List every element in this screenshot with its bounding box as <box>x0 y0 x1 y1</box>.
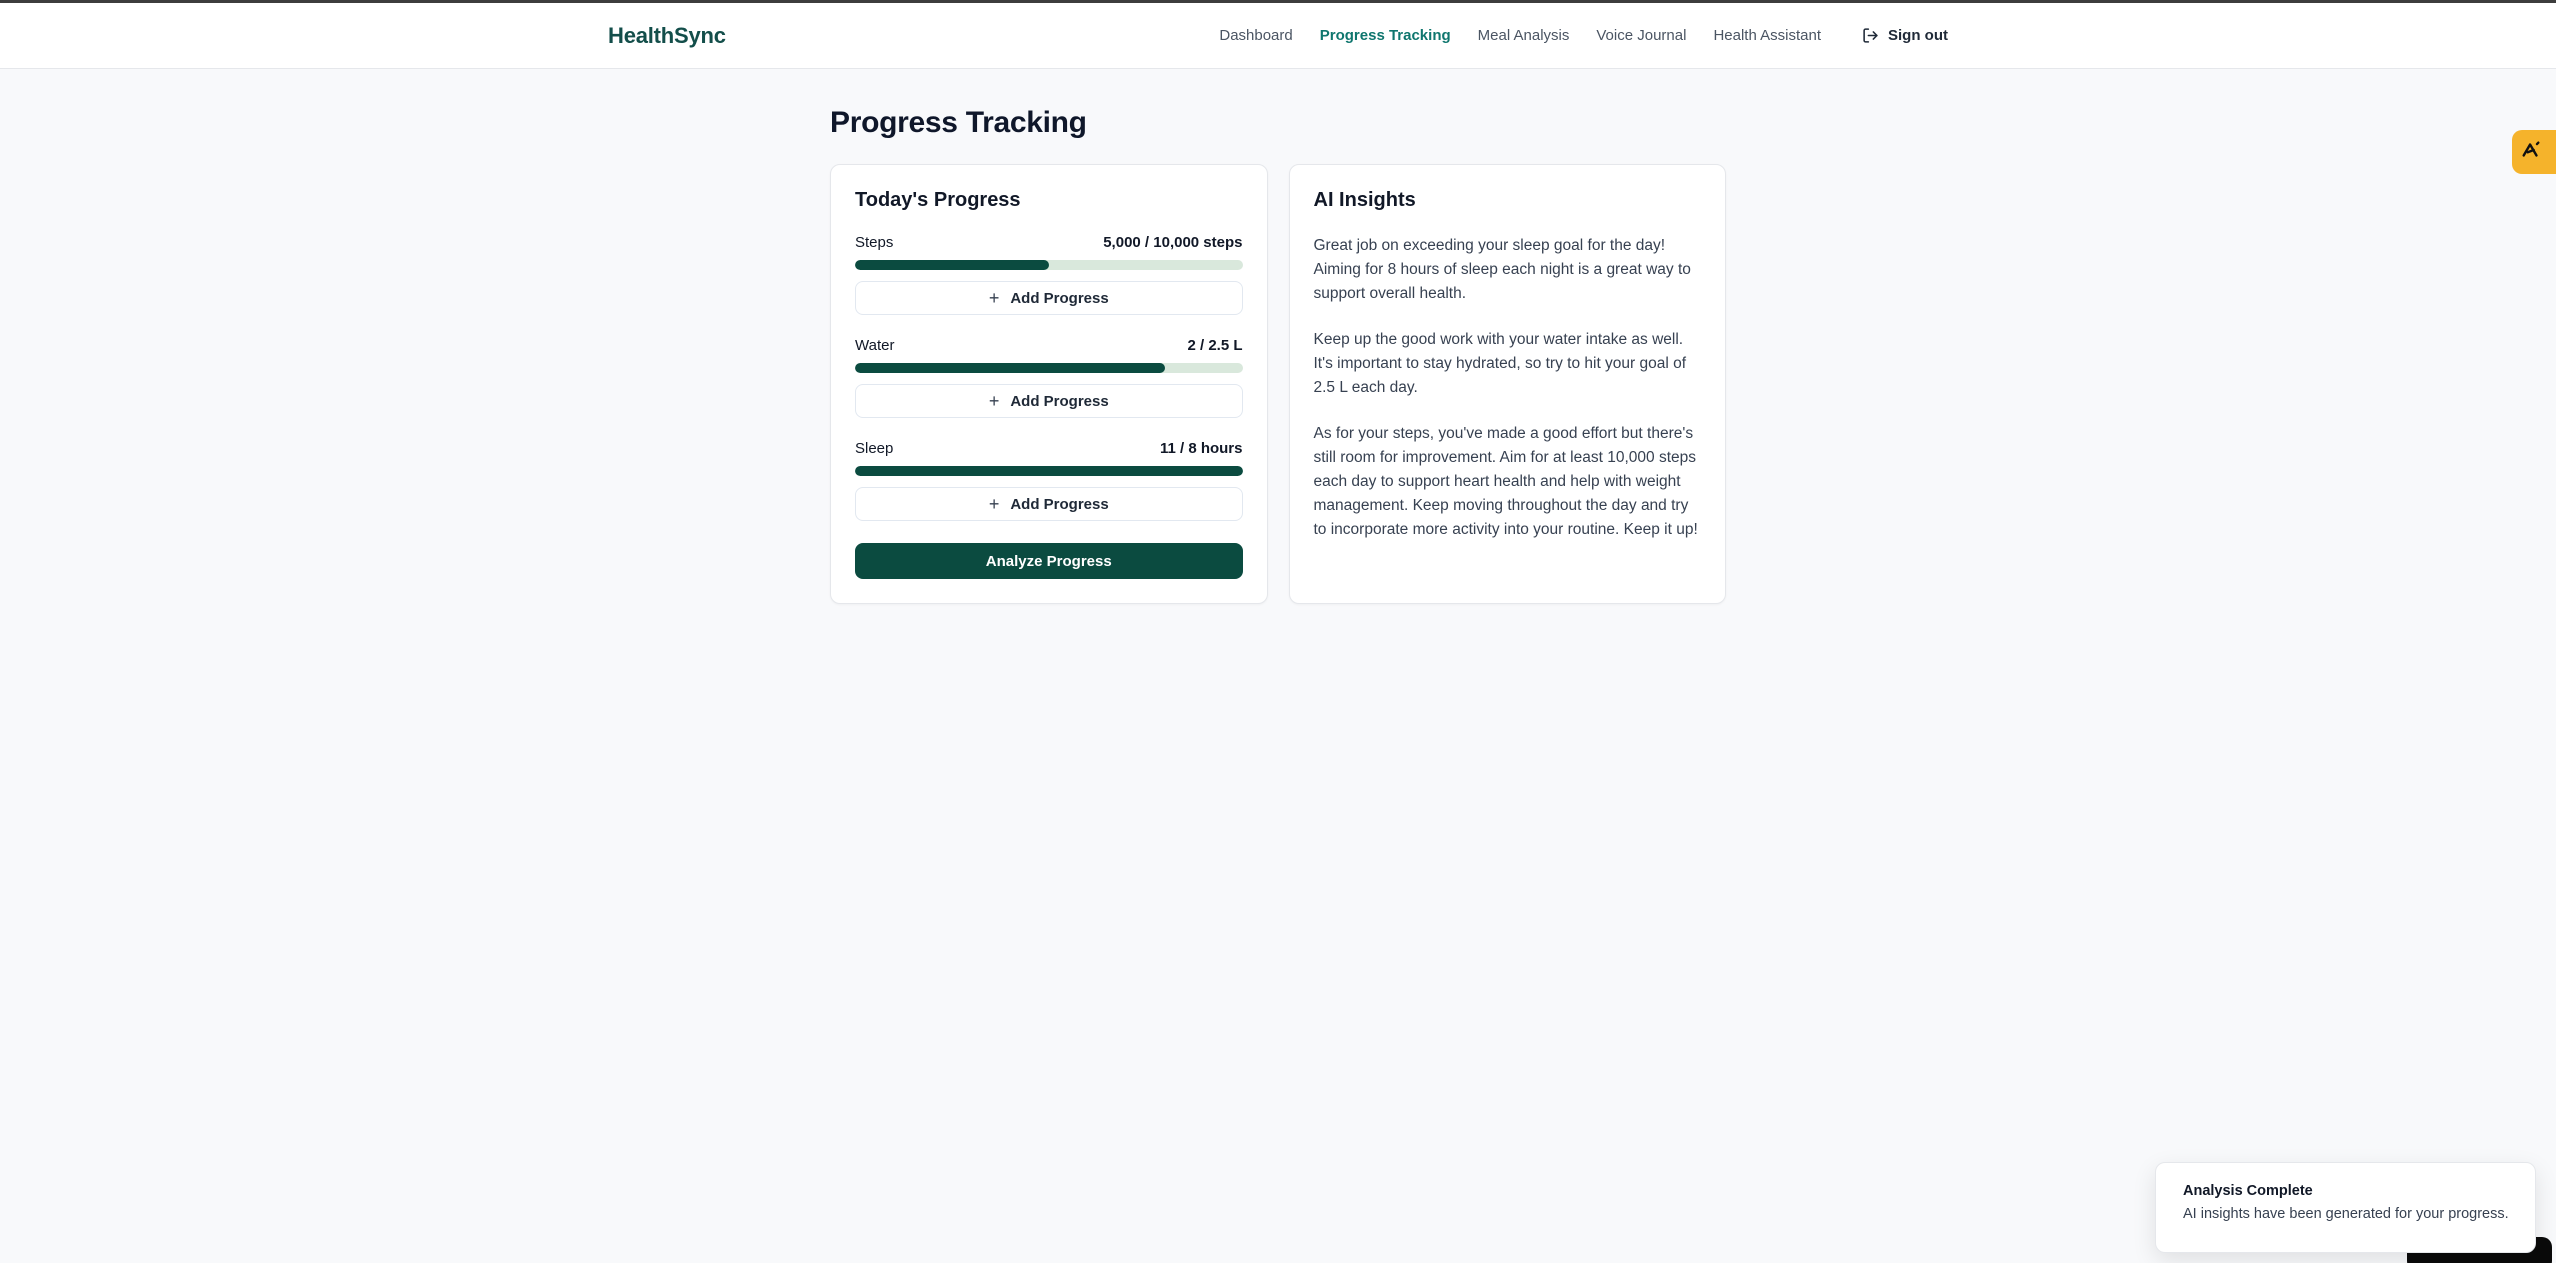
ai-insights-card <box>1289 164 1727 604</box>
add-progress-label: Add Progress <box>1010 289 1109 307</box>
browser-loading-strip <box>0 0 2556 3</box>
sleep-label: Sleep <box>855 440 894 457</box>
nav-item-progress-tracking[interactable]: Progress Tracking <box>1319 27 1451 44</box>
add-progress-label: Add Progress <box>1010 495 1109 513</box>
steps-add-progress-button[interactable] <box>855 281 1243 315</box>
insight-paragraph-water: Keep up the good work with your water intake as well. It's important to stay hydrated, so try to hit your goal of 2.5 L each day. <box>1313 331 1687 396</box>
feedback-widget-button[interactable] <box>2512 130 2556 174</box>
nav-item-health-assistant[interactable]: Health Assistant <box>1713 27 1821 44</box>
sleep-add-progress-button[interactable] <box>855 487 1243 521</box>
analyze-progress-label: Analyze Progress <box>985 552 1112 570</box>
insight-paragraph-steps: As for your steps, you've made a good effort but there's still room for improvement. Aim for at least 10,000 steps each day to support heart health and help with weight management. Keep moving throughout the day and try to incorporate more activity into your routine. Keep it up! <box>1313 425 1698 538</box>
plus-icon: + <box>988 390 1000 411</box>
metric-steps <box>855 234 1243 315</box>
steps-label: Steps <box>855 234 894 251</box>
sign-out-button[interactable] <box>1862 27 1948 44</box>
water-add-progress-button[interactable] <box>855 384 1243 418</box>
page-title: Progress Tracking <box>830 106 1087 139</box>
metric-water <box>855 337 1243 418</box>
ai-insights-title: AI Insights <box>1313 189 1416 211</box>
todays-progress-title: Today's Progress <box>855 189 1021 211</box>
main-nav <box>1219 27 1948 44</box>
brand-logo[interactable]: HealthSync <box>608 22 726 48</box>
sleep-progress-bar <box>855 466 1243 476</box>
metric-sleep <box>855 440 1243 521</box>
todays-progress-card <box>830 164 1268 604</box>
brand-a-icon <box>2520 139 2542 166</box>
toast-title: Analysis Complete <box>2183 1183 2313 1199</box>
toast-description: AI insights have been generated for your progress. <box>2183 1206 2509 1222</box>
analyze-progress-button[interactable] <box>855 543 1243 579</box>
app-header <box>0 3 2556 69</box>
insight-paragraph-sleep: Great job on exceeding your sleep goal for the day! Aiming for 8 hours of sleep each night is a great way to support overall health. <box>1313 237 1691 302</box>
water-progress-fill <box>855 363 1165 373</box>
water-value: 2 / 2.5 L <box>1187 337 1243 354</box>
water-label: Water <box>855 337 895 354</box>
toast-notification[interactable] <box>2155 1162 2536 1253</box>
logout-icon <box>1862 27 1879 44</box>
plus-icon: + <box>988 287 1000 308</box>
steps-value: 5,000 / 10,000 steps <box>1103 234 1243 251</box>
add-progress-label: Add Progress <box>1010 392 1109 410</box>
steps-progress-fill <box>855 260 1049 270</box>
sign-out-label: Sign out <box>1888 27 1948 44</box>
nav-item-voice-journal[interactable]: Voice Journal <box>1596 27 1687 44</box>
nav-item-dashboard[interactable]: Dashboard <box>1219 27 1293 44</box>
sleep-value: 11 / 8 hours <box>1159 440 1243 457</box>
plus-icon: + <box>988 493 1000 514</box>
water-progress-bar <box>855 363 1243 373</box>
sleep-progress-fill <box>855 466 1243 476</box>
main-content <box>0 69 2556 604</box>
steps-progress-bar <box>855 260 1243 270</box>
nav-item-meal-analysis[interactable]: Meal Analysis <box>1477 27 1570 44</box>
